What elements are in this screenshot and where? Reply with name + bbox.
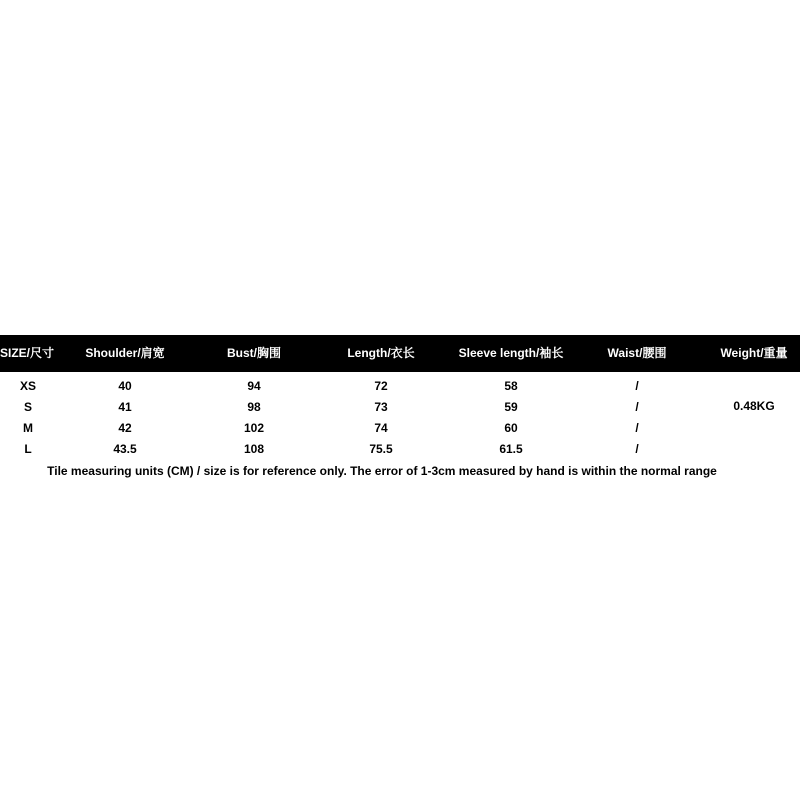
cell-size: M [23,421,33,435]
cell-waist: / [635,421,639,435]
cell-size: XS [19,379,37,393]
table-header-row [0,335,800,372]
header-bust: Bust/胸围 [226,346,282,360]
table-row [0,439,800,459]
cell-shoulder: 42 [118,421,132,435]
cell-waist: / [635,379,639,393]
table-row [0,418,800,438]
cell-size: L [24,442,32,456]
cell-length: 75.5 [369,442,393,456]
header-sleeve-length: Sleeve length/袖长 [458,346,564,360]
header-length: Length/衣长 [347,346,415,360]
cell-size: S [23,400,33,414]
header-shoulder: Shoulder/肩宽 [85,346,165,360]
cell-sleeve-length: 60 [504,421,518,435]
cell-sleeve-length: 59 [504,400,518,414]
cell-sleeve-length: 61.5 [499,442,523,456]
cell-length: 73 [374,400,388,414]
header-waist: Waist/腰围 [607,346,667,360]
cell-sleeve-length: 58 [504,379,518,393]
cell-weight: 0.48KG [733,399,775,413]
table-row [0,376,800,396]
size-chart-table [0,335,800,478]
cell-shoulder: 40 [118,379,132,393]
measurement-note: Tile measuring units (CM) / size is for reference only. The error of 1-3cm measured by hand is within the normal range [47,464,717,478]
cell-length: 74 [374,421,388,435]
table-row [0,397,800,417]
header-weight: Weight/重量 [720,346,788,360]
header-size: SIZE/尺寸 [0,346,55,360]
cell-bust: 94 [247,379,261,393]
table-body [0,372,800,464]
cell-bust: 108 [243,442,265,456]
cell-shoulder: 41 [118,400,132,414]
cell-shoulder: 43.5 [113,442,137,456]
cell-bust: 102 [243,421,265,435]
cell-waist: / [635,442,639,456]
cell-bust: 98 [247,400,261,414]
cell-waist: / [635,400,639,414]
cell-length: 72 [374,379,388,393]
